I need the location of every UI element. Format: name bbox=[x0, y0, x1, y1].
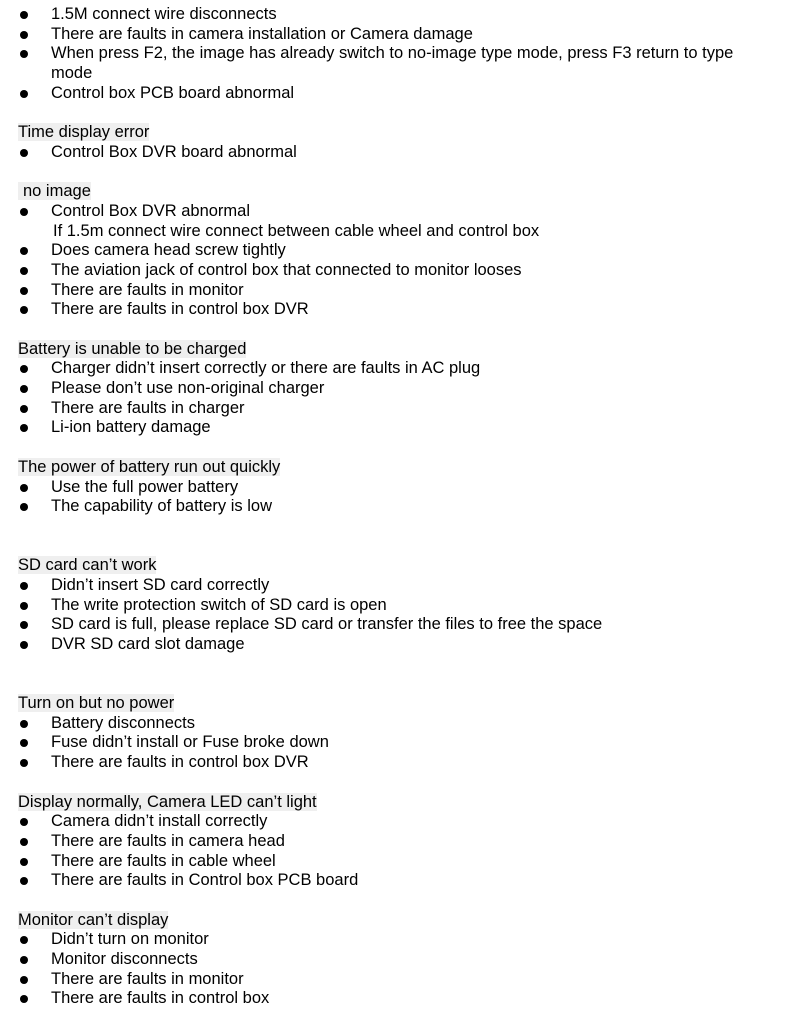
section-heading-battery-power: The power of battery run out quickly bbox=[18, 457, 281, 476]
troubleshooting-document bbox=[0, 5, 800, 1009]
list-item: SD card is full, please replace SD card or transfer the files to free the space bbox=[0, 615, 800, 635]
list-item: The capability of battery is low bbox=[0, 497, 800, 517]
list-item: Didn’t turn on monitor bbox=[0, 930, 800, 950]
list-item: There are faults in control box DVR bbox=[0, 753, 800, 773]
list-item: 1.5M connect wire disconnects bbox=[0, 5, 800, 25]
list-item: Does camera head screw tightly bbox=[0, 241, 800, 261]
list-item: There are faults in charger bbox=[0, 399, 800, 419]
list-item: When press F2, the image has already switch to no-image type mode, press F3 return to type bbox=[0, 44, 800, 64]
list-item: There are faults in camera installation or Camera damage bbox=[0, 25, 800, 45]
section-heading-no-image: no image bbox=[0, 182, 800, 202]
list-item: There are faults in cable wheel bbox=[0, 852, 800, 872]
list-sub-item: If 1.5m connect wire connect between cable wheel and control box bbox=[53, 221, 540, 240]
list-item: Control box PCB board abnormal bbox=[0, 84, 800, 104]
list-item: There are faults in camera head bbox=[0, 832, 800, 852]
list-item: Control Box DVR board abnormal bbox=[0, 143, 800, 163]
section-heading-monitor: Monitor can’t display bbox=[18, 910, 169, 929]
section-heading-time-display: Time display error bbox=[18, 123, 150, 142]
section-heading-sd-card: SD card can’t work bbox=[18, 556, 157, 575]
section-heading-no-power: Turn on but no power bbox=[18, 694, 175, 713]
list-item: Charger didn’t insert correctly or there are faults in AC plug bbox=[0, 359, 800, 379]
list-item: There are faults in monitor bbox=[0, 281, 800, 301]
list-item: The write protection switch of SD card is open bbox=[0, 596, 800, 616]
list-item: There are faults in control box bbox=[0, 989, 800, 1009]
list-item: DVR SD card slot damage bbox=[0, 635, 800, 655]
list-item: There are faults in monitor bbox=[0, 970, 800, 990]
list-item-continuation: mode bbox=[51, 64, 93, 83]
list-item: There are faults in Control box PCB board bbox=[0, 871, 800, 891]
list-item: Please don’t use non-original charger bbox=[0, 379, 800, 399]
section-heading-camera-led: Display normally, Camera LED can’t light bbox=[18, 792, 317, 811]
list-item: Control Box DVR abnormal bbox=[0, 202, 800, 222]
list-item: Use the full power battery bbox=[0, 478, 800, 498]
section-heading-battery-charge: Battery is unable to be charged bbox=[18, 339, 247, 358]
list-item: Fuse didn’t install or Fuse broke down bbox=[0, 733, 800, 753]
list-item: The aviation jack of control box that connected to monitor looses bbox=[0, 261, 800, 281]
list-item: Battery disconnects bbox=[0, 714, 800, 734]
list-item: Didn’t insert SD card correctly bbox=[0, 576, 800, 596]
list-item: There are faults in control box DVR bbox=[0, 300, 800, 320]
list-item: Li-ion battery damage bbox=[0, 418, 800, 438]
list-item: Monitor disconnects bbox=[0, 950, 800, 970]
list-item: Camera didn’t install correctly bbox=[0, 812, 800, 832]
